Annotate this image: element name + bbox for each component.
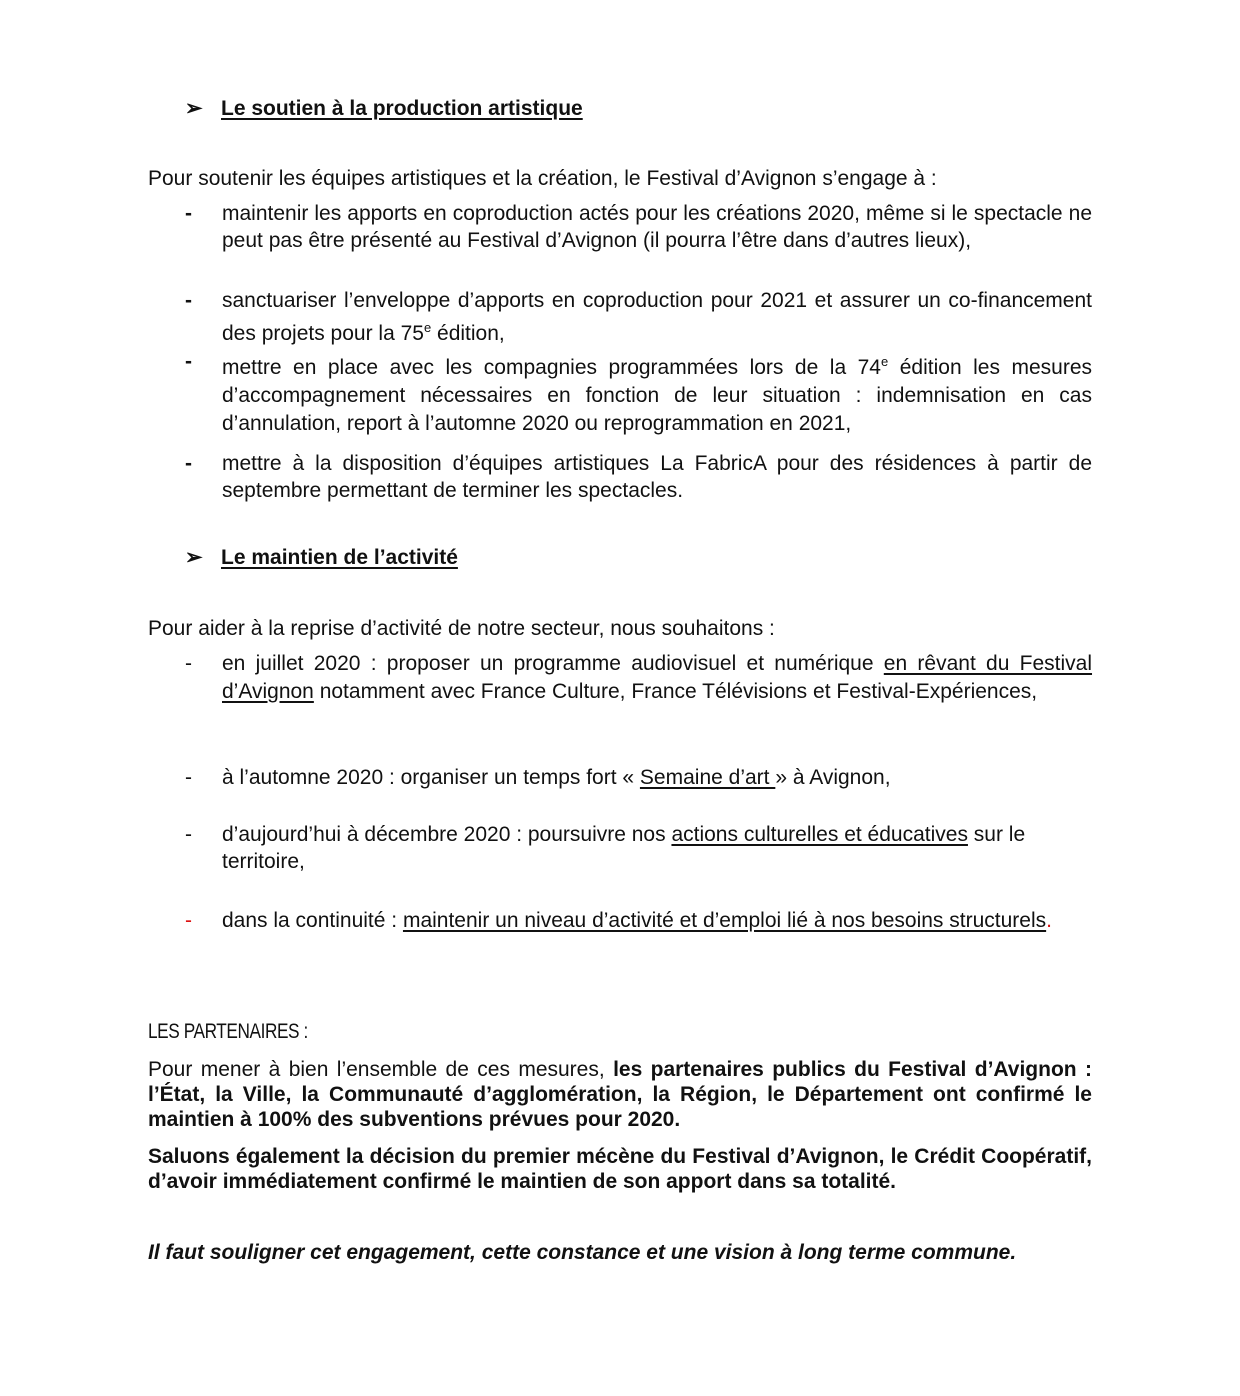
arrow-bullet-icon: ➢: [185, 97, 203, 120]
text-part: d’aujourd’hui à décembre 2020 : poursuivre nos: [222, 823, 672, 846]
partners-title: LES PARTENAIRES :: [148, 1020, 308, 1043]
dash-bullet: -: [185, 909, 192, 932]
text-part: édition,: [431, 322, 505, 345]
list-item-text: maintenir les apports en coproduction actés pour les créations 2020, même si le spectacle ne peut pas être présenté au Festival d’Avignon (il pourra l’être dans d’autres lieux),: [222, 202, 1092, 252]
list-item-text: mettre à la disposition d’équipes artistiques La FabricA pour des résidences à partir de septembre permettant de terminer les spectacles.: [222, 452, 1092, 502]
list-item: [185, 200, 1092, 254]
list-item: [185, 348, 1092, 438]
list-item-text: [222, 764, 1092, 791]
underlined-link[interactable]: en rêvant du Festival d’Avignon: [222, 652, 1093, 703]
text-part: en juillet 2020 : proposer un programme audiovisuel et numérique: [222, 652, 884, 675]
section-intro: Pour soutenir les équipes artistiques et la création, le Festival d’Avignon s’engage à :: [148, 167, 937, 190]
text-part: mettre en place avec les compagnies programmées lors de la 74: [222, 356, 881, 379]
list-item-text: [222, 348, 1092, 438]
list-item-text: [222, 650, 1092, 706]
text-part: sanctuariser l’enveloppe d’apports en coproduction pour 2021 et assurer un co-financement des projets pour la 75: [222, 289, 1092, 345]
section-heading-activity: [185, 545, 458, 571]
text-part: Pour mener à bien l’ensemble de ces mesures,: [148, 1058, 614, 1081]
underlined-link[interactable]: Semaine d’art: [639, 766, 776, 789]
list-item: [185, 650, 1092, 706]
bold-text: les partenaires publics du Festival d’Avignon : l’État, la Ville, la Communauté d’agglomération, la Région, le Département ont confirmé le maintien à 100% des subventions prévues pour 2020.: [148, 1058, 1092, 1131]
superscript: e: [423, 320, 432, 335]
dash-bullet: -: [185, 766, 192, 789]
dash-bullet: -: [185, 289, 192, 312]
list-item: [185, 907, 1092, 934]
text-part: notamment avec France Culture, France Télévisions et Festival-Expériences,: [313, 680, 1038, 703]
list-item-text: [222, 907, 1092, 934]
dash-bullet: -: [185, 652, 192, 675]
sponsor-paragraph: Saluons également la décision du premier mécène du Festival d’Avignon, le Crédit Coopératif, d’avoir immédiatement confirmé le maintien de son apport dans sa totalité.: [148, 1145, 1092, 1193]
superscript: e: [881, 354, 889, 369]
text-part: à l’automne 2020 : organiser un temps fort «: [222, 766, 640, 789]
text-part: sur le territoire,: [222, 823, 1026, 873]
list-item-text: [222, 287, 1092, 347]
list-item: [185, 764, 1092, 791]
partners-paragraph: [148, 1057, 1092, 1132]
list-item: [185, 450, 1092, 504]
list-item: [185, 287, 1092, 347]
underlined-link[interactable]: maintenir un niveau d’activité et d’emploi lié à nos besoins structurels: [402, 909, 1047, 932]
dash-bullet: -: [185, 823, 192, 846]
text-part: .: [1046, 909, 1052, 932]
dash-bullet: -: [185, 350, 192, 373]
closing-statement: Il faut souligner cet engagement, cette constance et une vision à long terme commune.: [148, 1241, 1017, 1264]
text-part: » à Avignon,: [775, 766, 891, 789]
list-item: [185, 821, 1092, 875]
underlined-link[interactable]: actions culturelles et éducatives: [671, 823, 968, 846]
section-intro: Pour aider à la reprise d’activité de notre secteur, nous souhaitons :: [148, 617, 775, 640]
dash-bullet: -: [185, 452, 192, 475]
text-part: édition les mesures d’accompagnement nécessaires en fonction de leur situation : indemnisation en cas d’annulation, report à l’automne 2020 ou reprogrammation en 2021,: [222, 356, 1092, 435]
text-part: dans la continuité :: [222, 909, 403, 932]
arrow-bullet-icon: ➢: [185, 546, 203, 569]
heading-text: Le soutien à la production artistique: [221, 97, 583, 120]
dash-bullet: -: [185, 202, 192, 225]
list-item-text: [222, 821, 1092, 875]
heading-text: Le maintien de l’activité: [221, 546, 458, 569]
section-heading-production: [185, 96, 583, 122]
